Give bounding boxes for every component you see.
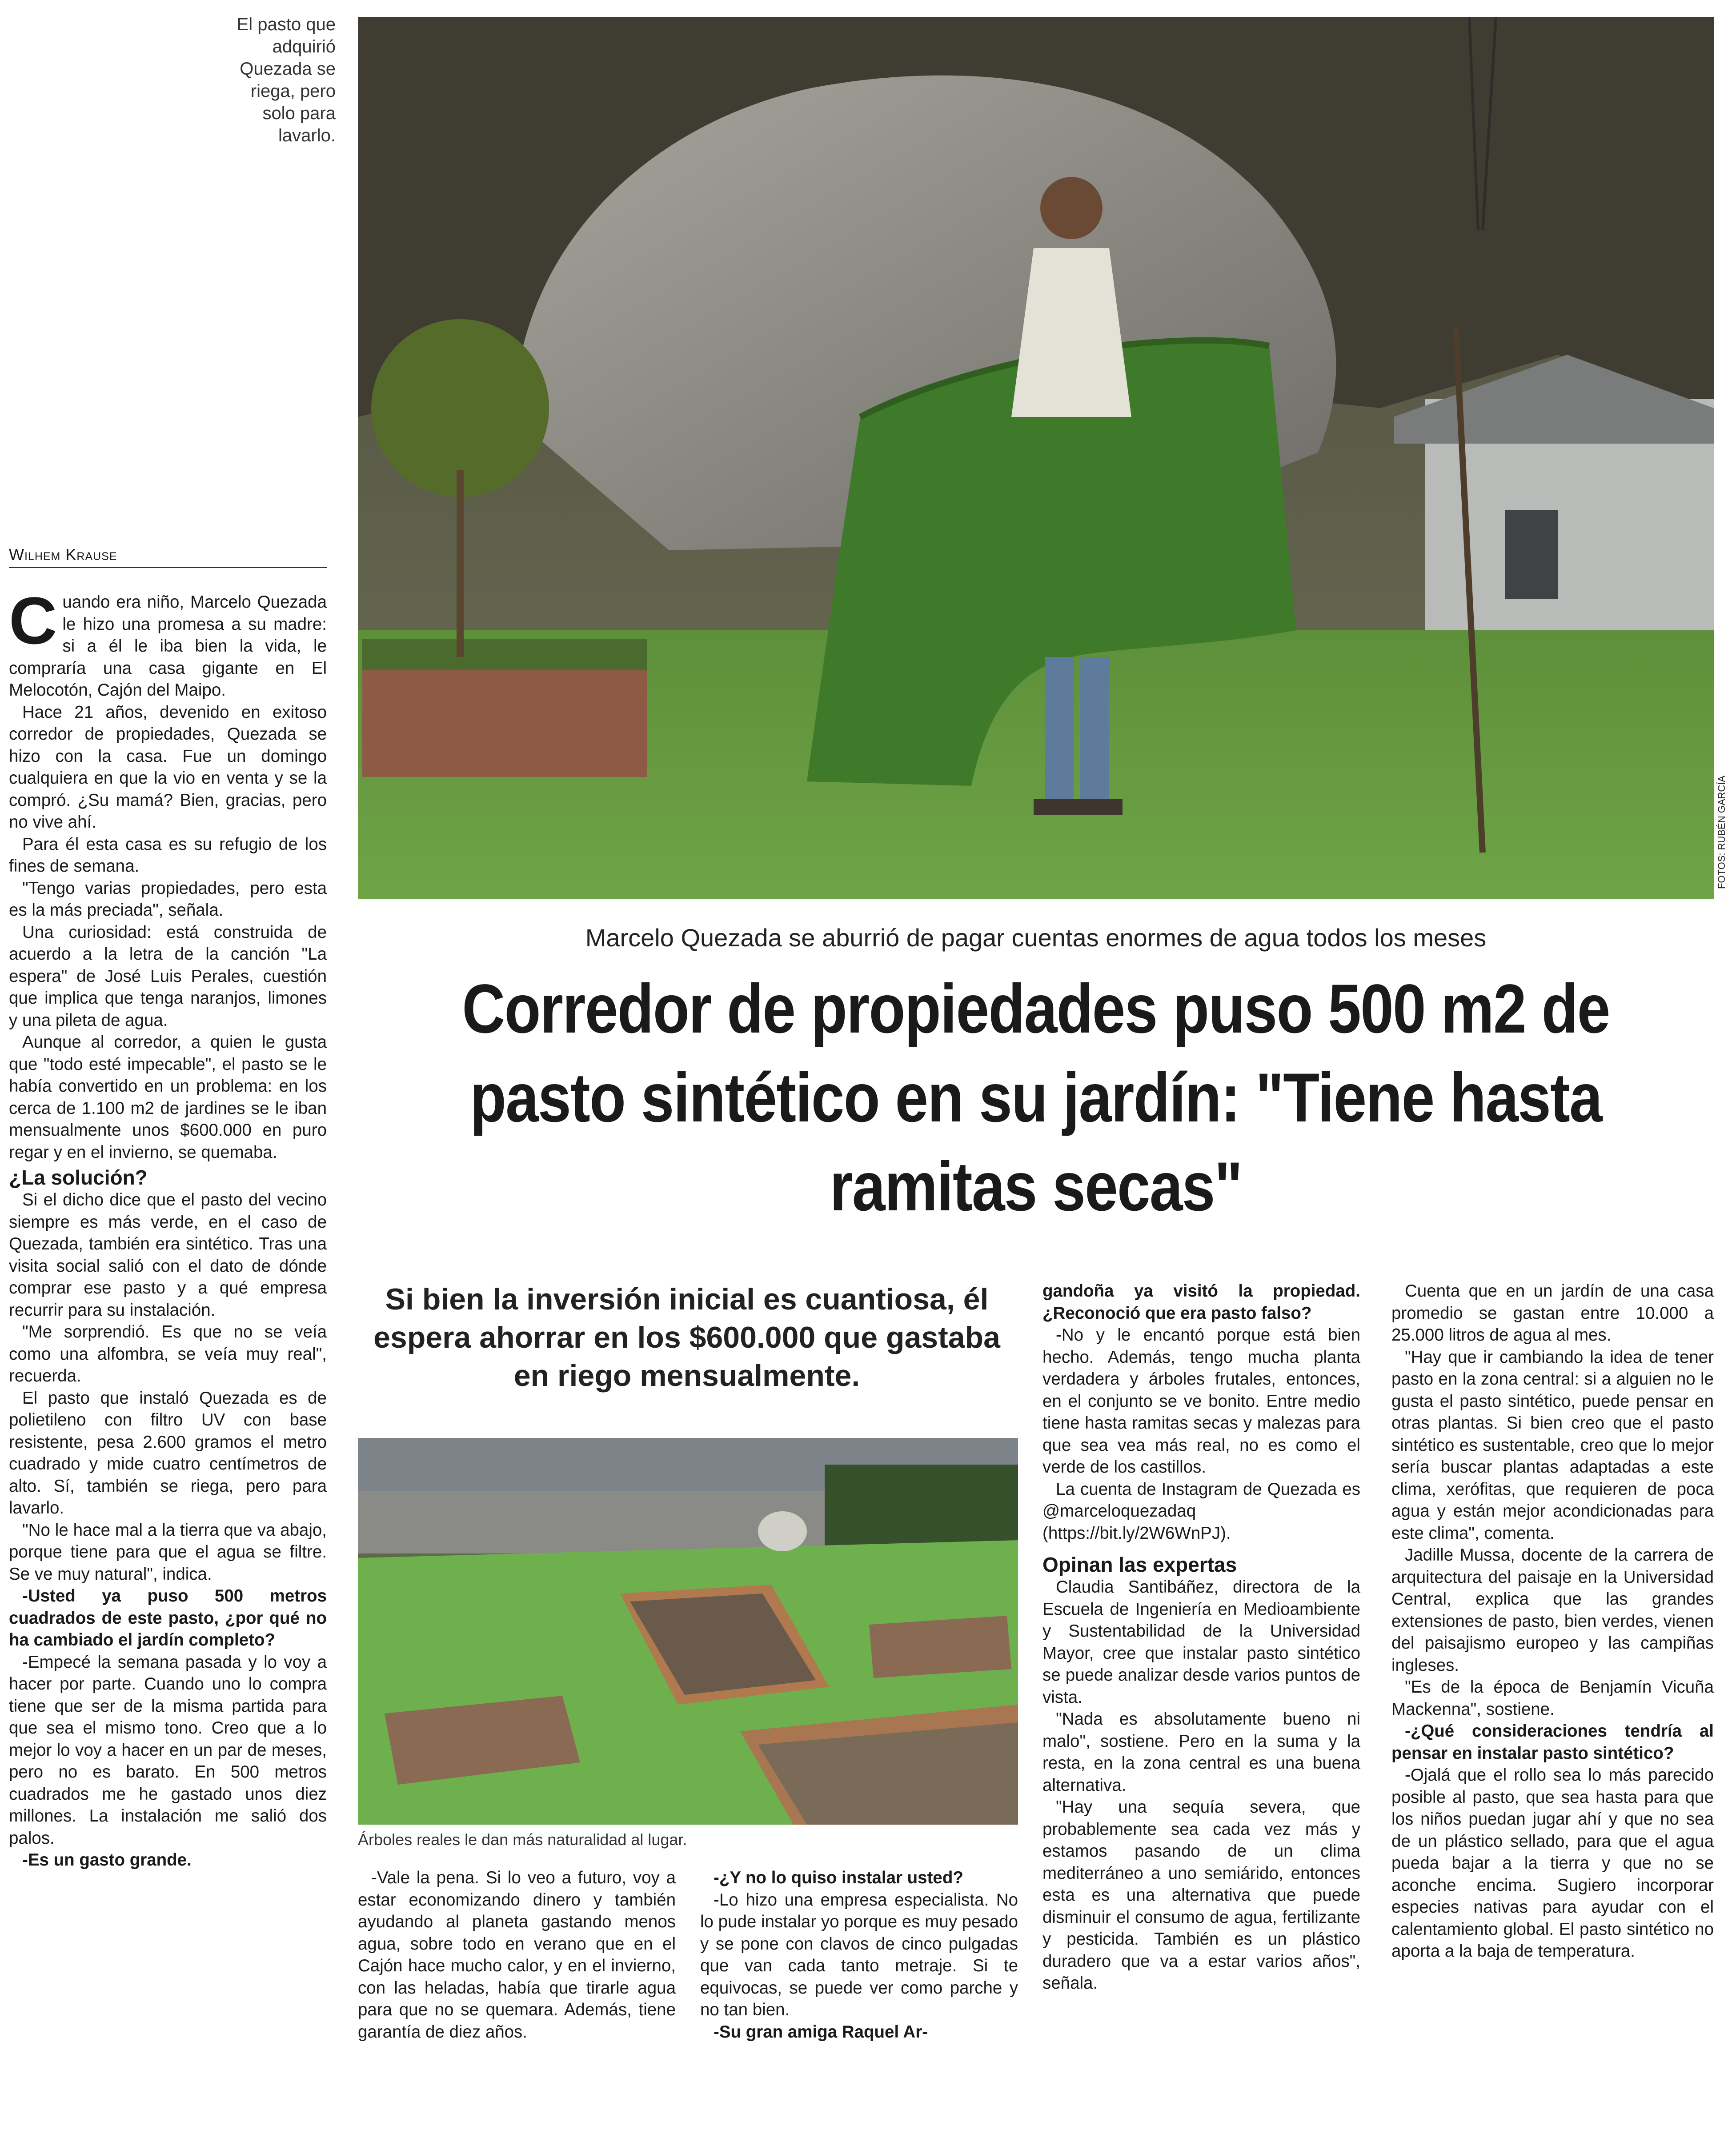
col1-question-1: -Usted ya puso 500 metros cuadrados de este pasto, ¿por qué no ha cambiado el jardín completo? [9,1586,327,1650]
byline: Wilhem Krause [9,545,327,568]
col2-p1: -Vale la pena. Si lo veo a futuro, voy a estar economizando dinero y también ayudando al planeta gastando menos agua, sobre todo en verano que en el Cajón hace mucho calor, y en el invierno, con las heladas, había que tirarle agua para que no se quemara. Además, tiene garantía de diez años. [358,1868,676,2042]
col4-p5: "Hay una sequía severa, que probablemente sea cada vez más y estamos pasando de un clima mediterráneo a uno semiárido, entonces esta es una alternativa que puede disminuir el consumo de agua, fertilizante y pesticida. También es un plástico duradero que va a estar varios años", señala. [1042,1798,1360,1993]
headline: Corredor de propiedades puso 500 m2 de pasto sintético en su jardín: "Tiene hasta ramitas secas" [462,970,1610,1225]
col1-p9: El pasto que instaló Quezada es de polietileno con filtro UV con base resistente, pesa 2.600 gramos el metro cuadrado y mide cuatro centímetros de alto. Sí, también se riega, pero para lavarlo. [9,1388,327,1517]
col1-p2: Hace 21 años, devenido en exitoso corredor de propiedades, Quezada se hizo con la casa. Fue un domingo cualquiera en que la vio en venta y se la compró. ¿Su mamá? Bien, gracias, pero no vive ahí. [9,702,327,832]
top-photo-caption: El pasto que adquirió Quezada se riega, pero solo para lavarlo. [237,15,336,145]
article-column-5 [1391,1280,1714,1962]
photo-credit: FOTOS: RUBÉN GARCÍA [1716,775,1727,889]
col5-p5: -Ojalá que el rollo sea lo más parecido posible al pasto, que sea hasta para que los niños puedan jugar ahí y que no sea de un plástico sellado, para que el agua pueda bajar a la tierra y que no se aconche encima. Sugiero incorporar especies nativas para ayudar con el calentamiento global. El pasto sintético no aporta a la baja de temperatura. [1391,1766,1714,1961]
deck: Si bien la inversión inicial es cuantiosa, él espera ahorrar en los $600.000 que gastaba en riego mensualmente. [373,1282,1000,1393]
col5-p4: "Es de la época de Benjamín Vicuña Mackenna", sostiene. [1391,1678,1714,1719]
garden-photo-caption: Árboles reales le dan más naturalidad al lugar. [358,1830,687,1849]
col4-p2: La cuenta de Instagram de Quezada es @marceloquezadaq (https://bit.ly/2W6WnPJ). [1042,1479,1360,1543]
article-column-3 [700,1867,1018,2043]
col1-question-2: -Es un gasto grande. [22,1850,192,1870]
article-column-2 [358,1867,676,2043]
col4-subhead: Opinan las expertas [1042,1553,1237,1576]
col5-p2: "Hay que ir cambiando la idea de tener pasto en la zona central: si a alguien no le gusta el pasto sintético, puede pensar en otras plantas. Si bien creo que el pasto sintético es sustentable, creo que lo mejor sería buscar plantas adaptadas a este clima, xerófitas, que requieren de poca agua y están mejor acondicionadas para este clima", comenta. [1391,1347,1714,1543]
garden-photo-illustration [358,1438,1018,1825]
col3-question-1: -¿Y no lo quiso instalar usted? [714,1868,963,1887]
col1-p5: Una curiosidad: está construida de acuerdo a la letra de la canción "La espera" de José Luis Perales, cuestión que implica que tenga naranjos, limones y una pileta de agua. [9,922,327,1030]
col4-p4: "Nada es absolutamente bueno ni malo", sostiene. Pero en la suma y la resta, en la zona central es una buena alternativa. [1042,1710,1360,1795]
main-photo-illustration [358,17,1714,899]
col1-p7: Si el dicho dice que el pasto del vecino siempre es más verde, en el caso de Quezada, también era sintético. Tras una visita social salió con el dato de dónde comprar ese pasto y a qué empresa recurrir para su instalación. [9,1190,327,1320]
col1-p1-text: uando era niño, Marcelo Quezada le hizo una promesa a su madre: si a él le iba bien la vida, le compraría una casa gigante en El Melocotón, Cajón del Maipo. [9,593,327,700]
article-column-1 [9,583,327,1871]
col5-p3: Jadille Mussa, docente de la carrera de arquitectura del paisaje en la Universidad Central, explica que las grandes extensiones de pasto, bien verdes, vienen del paisajismo europeo y las campiñas ingleses. [1391,1545,1714,1675]
col1-p1 [9,583,327,701]
col1-p6: Aunque al corredor, a quien le gusta que "todo esté impecable", el pasto se le había convertido en un problema: en los cerca de 1.100 m2 de jardines se le iban mensualmente unos $600.000 en puro regar y en el invierno, se quemaba. [9,1033,327,1162]
col3-question-2: -Su gran amiga Raquel Ar- [714,2022,928,2042]
col1-p8: "Me sorprendió. Es que no se veía como una alfombra, se veía muy real", recuerda. [9,1322,327,1385]
kicker: Marcelo Quezada se aburrió de pagar cuentas enormes de agua todos los meses [585,924,1487,952]
col5-question-1: -¿Qué consideraciones tendría al pensar en instalar pasto sintético? [1391,1722,1714,1763]
dropcap: C [9,583,57,658]
col4-p3: Claudia Santibáñez, directora de la Escuela de Ingeniería en Medioambiente y Sustentabilidad de la Universidad Mayor, cree que instalar pasto sintético se puede analizar desde varios puntos de vista. [1042,1577,1360,1707]
col1-p4: "Tengo varias propiedades, pero esta es la más preciada", señala. [9,878,327,920]
garden-photo [358,1438,1018,1825]
col3-p1: -Lo hizo una empresa especialista. No lo pude instalar yo porque es muy pesado y se pone con clavos de cinco pulgadas que van cada tanto metraje. Si te equivocas, se puede ver como parche y no tan bien. [700,1890,1018,2019]
col1-p11: -Empecé la semana pasada y lo voy a hacer por parte. Cuando uno lo compra tiene que ser de la misma partida para que sea el mismo tono. Creo que a lo mejor lo voy a hacer en un par de meses, pero no es barato. En 500 metros cuadrados me he gastado unos diez millones. La instalación me salió dos palos. [9,1652,327,1848]
col1-p3: Para él esta casa es su refugio de los fines de semana. [9,834,327,876]
main-photo [358,17,1714,899]
col5-p1: Cuenta que en un jardín de una casa promedio se gastan entre 10.000 a 25.000 litros de agua al mes. [1391,1281,1714,1345]
article-column-4 [1042,1280,1360,1994]
col4-question-1: gandoña ya visitó la propiedad. ¿Reconoció que era pasto falso? [1042,1281,1360,1323]
col4-p1: -No y le encantó porque está bien hecho. Además, tengo mucha planta verdadera y árboles frutales, entonces, en el conjunto se ve bonito. Entre medio tiene hasta ramitas secas y malezas para que sea vea más real, no es como el verde de los castillos. [1042,1325,1360,1477]
col1-subhead: ¿La solución? [9,1166,148,1189]
col1-p10: "No le hace mal a la tierra que va abajo, porque tiene para que el agua se filtre. Se ve muy natural", indica. [9,1520,327,1584]
